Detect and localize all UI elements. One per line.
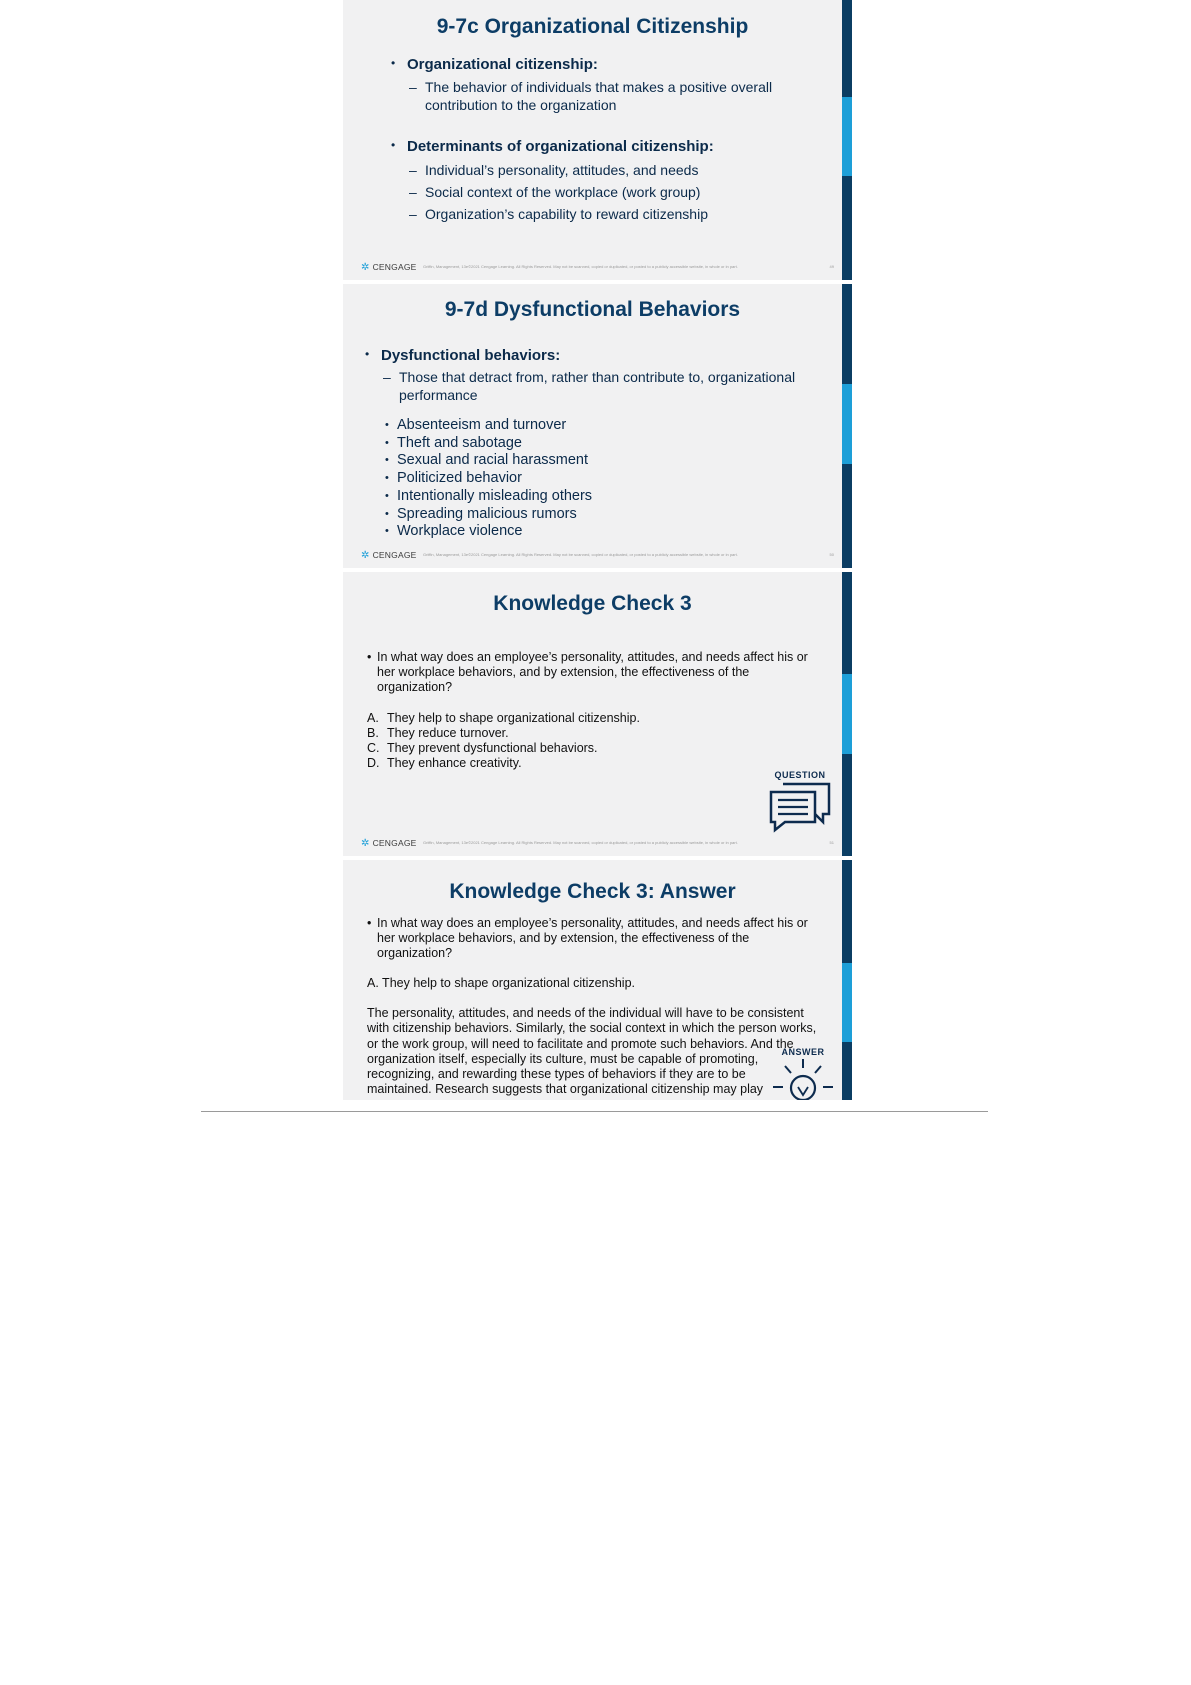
slide-accent-segment (842, 674, 852, 754)
lightbulb-icon (771, 1057, 835, 1100)
slide-footer (361, 262, 834, 274)
slide-accent-bar (842, 572, 852, 856)
sub-bullet-continuation: contribution to the organization (425, 97, 617, 113)
slide-dysfunctional-behaviors (343, 284, 852, 568)
correct-answer: A. They help to shape organizational citizenship. (367, 976, 635, 990)
slide-accent-bar (842, 284, 852, 568)
slide-number: 51 (829, 840, 834, 845)
sub-bullet: – Individual’s personality, attitudes, and needs (409, 162, 699, 178)
copyright-notice: Griffin, Management, 13e©2021 Cengage Learning. All Rights Reserved. May not be scanned, copied or duplicated, or posted to a publicly accessible website, in whole or in part. (423, 264, 738, 269)
slide-number: 49 (829, 264, 834, 269)
question-text: • In what way does an employee’s personality, attitudes, and needs affect his or her workplace behaviors, and by extension, the effectiveness of the organization? (367, 650, 808, 694)
slide-knowledge-check-answer (343, 860, 852, 1100)
cengage-logo: ✲ CENGAGE (361, 550, 417, 561)
question-text: • In what way does an employee’s personality, attitudes, and needs affect his or her workplace behaviors, and by extension, the effectiveness of the organization? (367, 916, 808, 960)
behavior-item: • Sexual and racial harassment (385, 452, 589, 469)
copyright-notice: Griffin, Management, 13e©2021 Cengage Learning. All Rights Reserved. May not be scanned, copied or duplicated, or posted to a publicly accessible website, in whole or in part. (423, 552, 738, 557)
slide-title: 9-7d Dysfunctional Behaviors (444, 298, 741, 321)
behavior-item: • Theft and sabotage (385, 434, 522, 451)
cengage-logo: ✲ CENGAGE (361, 262, 417, 273)
slide-footer (361, 838, 834, 850)
behavior-item: • Intentionally misleading others (385, 487, 593, 504)
page-divider (201, 1111, 988, 1112)
behavior-item: • Workplace violence (385, 523, 523, 540)
sub-bullet: – The behavior of individuals that makes a positive overall (409, 79, 773, 95)
copyright-notice: Griffin, Management, 13e©2021 Cengage Learning. All Rights Reserved. May not be scanned, copied or duplicated, or posted to a publicly accessible website, in whole or in part. (423, 840, 738, 845)
slide-accent-segment (842, 963, 852, 1042)
chat-bubbles-icon (765, 780, 835, 834)
cengage-star-icon: ✲ (361, 262, 370, 273)
behavior-item: • Spreading malicious rumors (385, 505, 577, 522)
sub-bullet: – Those that detract from, rather than contribute to, organizational (383, 369, 796, 385)
sub-bullet: – Social context of the workplace (work group) (409, 184, 701, 200)
behavior-item: • Absenteeism and turnover (385, 417, 567, 433)
slide-accent-bar (842, 860, 852, 1100)
cengage-logo: ✲ CENGAGE (361, 838, 417, 849)
slide-accent-segment (842, 97, 852, 176)
slide-number: 50 (829, 552, 834, 557)
cengage-star-icon: ✲ (361, 838, 370, 849)
answer-badge: ANSWER (771, 1047, 835, 1100)
bullet-heading: • Dysfunctional behaviors: (365, 347, 835, 364)
answer-option-b: B. They reduce turnover. (367, 726, 509, 740)
slide-accent-bar (842, 0, 852, 280)
sub-bullet-continuation: performance (399, 387, 478, 403)
slide-knowledge-check (343, 572, 852, 856)
cengage-star-icon: ✲ (361, 550, 370, 561)
bullet-heading: • Determinants of organizational citizenship: (391, 138, 831, 155)
slide-title: Knowledge Check 3 (493, 592, 692, 615)
answer-option-d: D. They enhance creativity. (367, 756, 522, 770)
slide-title: 9-7c Organizational Citizenship (436, 15, 749, 38)
bullet-heading: • Organizational citizenship: (391, 56, 831, 73)
answer-option-a: A. They help to shape organizational citizenship. (367, 711, 640, 725)
slide-title: Knowledge Check 3: Answer (449, 880, 736, 903)
slide-footer (361, 550, 834, 562)
slide-organizational-citizenship (343, 0, 852, 280)
answer-option-c: C. They prevent dysfunctional behaviors. (367, 741, 598, 755)
behavior-item: • Politicized behavior (385, 470, 522, 487)
answer-explanation: The personality, attitudes, and needs of the individual will have to be consistent with citizenship behaviors. Similarly, the social context in which the person works, or the work group, will need to facilitate and promote such behaviors. And the organization itself, especially its culture, must be capable of promoting, recognizing, and rewarding these types of behaviors if they are to be maintained. Research suggests that organizational citizenship may play (367, 1006, 817, 1097)
sub-bullet: – Organization’s capability to reward citizenship (409, 206, 708, 222)
question-badge: QUESTION (765, 770, 835, 839)
